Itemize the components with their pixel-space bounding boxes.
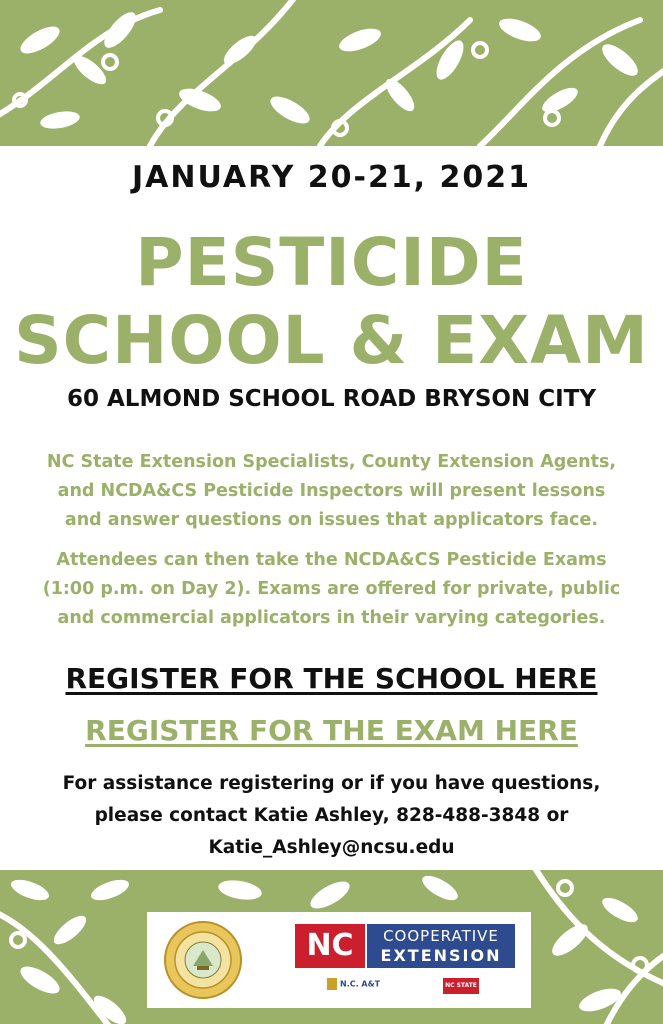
extension-text: EXTENSION [380,946,502,965]
description-paragraph-1 [20,448,643,535]
leaf-pattern-graphic [0,0,663,146]
top-leaf-banner [0,0,663,146]
event-address: 60 ALMOND SCHOOL ROAD BRYSON CITY [66,386,597,412]
paragraph-line: Attendees can then take the NCDA&CS Pesticide Exams [56,550,607,570]
paragraph-line: and NCDA&CS Pesticide Inspectors will present lessons [57,481,606,501]
event-date: JANUARY 20-21, 2021 [131,160,532,195]
flyer-content [0,146,663,870]
paragraph-line: and answer questions on issues that applicators face. [64,510,599,530]
contact-line: For assistance registering or if you have questions, [62,773,601,794]
description-paragraph-2 [20,546,643,633]
aandt-text: N.C. A&T [340,979,381,989]
paragraph-line: NC State Extension Specialists, County Extension Agents, [46,452,617,472]
paragraph-line: and commercial applicators in their varying categories. [57,608,606,628]
nc-wordmark: NC [295,924,365,968]
paragraph-line: (1:00 p.m. on Day 2). Exams are offered for private, public [42,579,621,599]
sponsor-logos [147,912,531,1008]
title-line-1: PESTICIDE [135,224,528,301]
nc-state-logo: NC STATE [443,978,479,994]
ncda-seal-icon [163,920,243,1000]
cooperative-text: COOPERATIVE [383,927,499,945]
aggie-icon [327,978,337,990]
nc-aandt-logo [327,978,397,996]
contact-line: please contact Katie Ashley, 828-488-3848 or [94,805,569,826]
contact-email[interactable]: Katie_Ashley@ncsu.edu [208,837,455,858]
register-exam-link[interactable]: REGISTER FOR THE EXAM HERE [85,714,578,747]
contact-info [20,768,643,864]
nc-cooperative-extension-logo [295,924,515,968]
cooperative-extension-wordmark [367,924,515,968]
register-school-link[interactable]: REGISTER FOR THE SCHOOL HERE [65,662,598,695]
title-line-2: SCHOOL & EXAM [14,302,649,379]
